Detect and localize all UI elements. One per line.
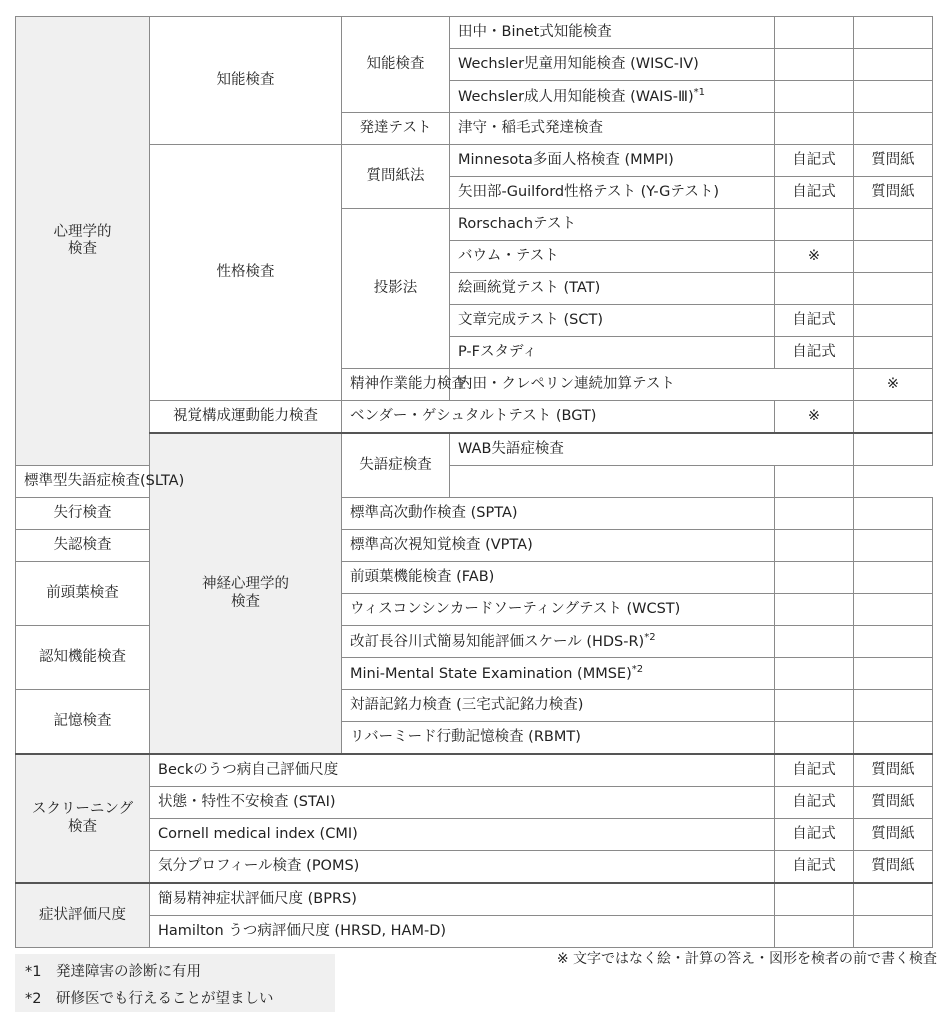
test-mmpi: Minnesota多面人格検査 (MMPI) [450,145,775,177]
test-cmi: Cornell medical index (CMI) [150,819,775,851]
self-report-label: 自記式 [775,819,854,851]
test-wcst: ウィスコンシンカードソーティングテスト (WCST) [342,594,775,626]
test-mmse-text: Mini-Mental State Examination (MMSE) [350,665,632,682]
group-agnosia: 失認検査 [16,530,150,562]
section-symptom: 症状評価尺度 [16,883,150,948]
mark-symbol: ※ [854,369,933,401]
empty-cell [854,433,933,466]
empty-cell [775,466,854,498]
test-bender: ベンダー・ゲシュタルトテスト (BGT) [342,401,775,434]
empty-cell [775,594,854,626]
empty-cell [450,466,775,498]
empty-cell [775,530,854,562]
empty-cell [775,658,854,690]
empty-cell [854,401,933,434]
test-wab: WAB失語症検査 [450,433,854,466]
empty-cell [775,17,854,49]
test-beck: Beckのうつ病自己評価尺度 [150,754,775,787]
group-aphasia: 失語症検査 [342,433,450,498]
empty-cell [854,81,933,113]
empty-cell [775,209,854,241]
empty-cell [854,273,933,305]
test-wais [450,81,775,113]
questionnaire-label: 質問紙 [854,145,933,177]
test-hdsr [342,626,775,658]
mark-footnote: ※ 文字ではなく絵・計算の答え・図形を検者の前で書く検査 [556,951,937,967]
footnote-2: *2 研修医でも行えることが望ましい [25,991,274,1007]
empty-cell [854,883,933,916]
test-pf: P-Fスタディ [450,337,775,369]
self-report-label: 自記式 [775,145,854,177]
empty-cell [775,81,854,113]
empty-cell [775,690,854,722]
subgroup-intel: 知能検査 [342,17,450,113]
test-hamd: Hamilton うつ病評価尺度 (HRSD, HAM-D) [150,916,775,948]
footnotes-box [15,954,335,1012]
section-screening: スクリーニング 検査 [16,754,150,883]
empty-cell [854,594,933,626]
questionnaire-label: 質問紙 [854,787,933,819]
test-rbmt: リバーミード行動記憶検査 (RBMT) [342,722,775,755]
test-baum: バウム・テスト [450,241,775,273]
test-rorschach: Rorschachテスト [450,209,775,241]
test-tanaka: 田中・Binet式知能検査 [450,17,775,49]
test-slta: 標準型失語症検査(SLTA) [16,466,342,498]
empty-cell [854,17,933,49]
empty-cell [854,49,933,81]
self-report-label: 自記式 [775,177,854,209]
empty-cell [854,916,933,948]
test-wisc: Wechsler児童用知能検査 (WISC-IV) [450,49,775,81]
empty-cell [854,337,933,369]
empty-cell [775,49,854,81]
empty-cell [854,305,933,337]
empty-cell [854,498,933,530]
test-hdsr-text: 改訂長谷川式簡易知能評価スケール (HDS-R) [350,633,645,650]
test-uchida: 内田・クレペリン連続加算テスト [450,369,854,401]
self-report-label: 自記式 [775,787,854,819]
empty-cell [854,241,933,273]
test-mmse [342,658,775,690]
test-tat: 絵画統覚テスト (TAT) [450,273,775,305]
empty-cell [775,113,854,145]
test-bprs: 簡易精神症状評価尺度 (BPRS) [150,883,775,916]
footnote-mark-1: *1 [693,86,706,98]
questionnaire-label: 質問紙 [854,851,933,884]
self-report-label: 自記式 [775,754,854,787]
questionnaire-label: 質問紙 [854,819,933,851]
footnote-mark-2: *2 [631,663,644,675]
empty-cell [854,722,933,755]
test-yg: 矢田部-Guilford性格テスト (Y-Gテスト) [450,177,775,209]
empty-cell [775,498,854,530]
group-apraxia: 失行検査 [16,498,150,530]
section-neuro: 神経心理学的 検査 [150,433,342,754]
empty-cell [854,658,933,690]
test-stai: 状態・特性不安検査 (STAI) [150,787,775,819]
group-frontal: 前頭葉検査 [16,562,150,626]
empty-cell [775,562,854,594]
empty-cell [775,916,854,948]
group-visual: 視覚構成運動能力検査 [150,401,342,434]
section-psych: 心理学的 検査 [16,17,150,466]
group-intel: 知能検査 [150,17,342,145]
empty-cell [854,530,933,562]
questionnaire-label: 質問紙 [854,754,933,787]
group-cognitive: 認知機能検査 [16,626,150,690]
empty-cell [854,209,933,241]
mark-symbol: ※ [775,241,854,273]
test-vpta: 標準高次視知覚検査 (VPTA) [342,530,775,562]
empty-cell [775,626,854,658]
test-wais-text: Wechsler成人用知能検査 (WAIS-Ⅲ) [458,88,694,105]
subgroup-questionnaire: 質問紙法 [342,145,450,209]
test-tsumori: 津守・稲毛式発達検査 [450,113,775,145]
empty-cell [775,883,854,916]
group-mental-work: 精神作業能力検査 [342,369,450,401]
empty-cell [775,722,854,755]
empty-cell [854,626,933,658]
self-report-label: 自記式 [775,337,854,369]
self-report-label: 自記式 [775,851,854,884]
test-spta: 標準高次動作検査 (SPTA) [342,498,775,530]
mark-symbol: ※ [775,401,854,434]
psych-test-table [15,16,933,948]
empty-cell [854,690,933,722]
group-personality: 性格検査 [150,145,342,401]
self-report-label: 自記式 [775,305,854,337]
test-sct: 文章完成テスト (SCT) [450,305,775,337]
empty-cell [854,113,933,145]
test-poms: 気分プロフィール検査 (POMS) [150,851,775,884]
empty-cell [775,273,854,305]
footnote-1: *1 発達障害の診断に有用 [25,964,201,980]
group-memory: 記憶検査 [16,690,150,755]
empty-cell [854,562,933,594]
test-sanyaku: 対語記銘力検査 (三宅式記銘力検査) [342,690,775,722]
subgroup-dev: 発達テスト [342,113,450,145]
footnote-mark-2: *2 [644,631,656,643]
test-fab: 前頭葉機能検査 (FAB) [342,562,775,594]
questionnaire-label: 質問紙 [854,177,933,209]
subgroup-projective: 投影法 [342,209,450,369]
